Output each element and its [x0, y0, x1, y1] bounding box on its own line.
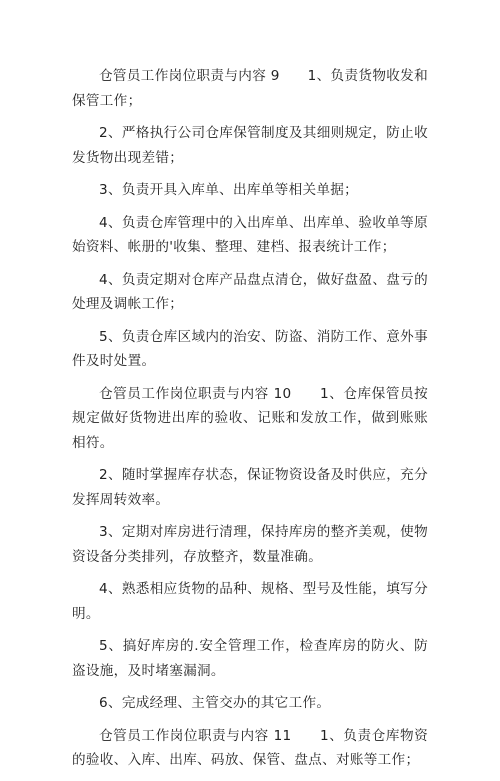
paragraph-12: 6、完成经理、主管交办的其它工作。 [99, 695, 331, 711]
paragraph-7: 仓管员工作岗位职责与内容 10 1、仓库保管员按规定做好货物进出库的验收、记账和发放工作，做到账账相符。 [72, 385, 428, 451]
paragraph-11: 5、搞好库房的.安全管理工作，检查库房的防火、防盗设施，及时堵塞漏洞。 [72, 638, 428, 679]
paragraph-2: 2、严格执行公司仓库保管制度及其细则规定，防止收发货物出现差错； [72, 125, 428, 166]
paragraph-3: 3、负责开具入库单、出库单等相关单据； [99, 182, 359, 198]
paragraph-9: 3、定期对库房进行清理，保持库房的整齐美观，使物资设备分类排列，存放整齐，数量准确。 [72, 524, 428, 565]
paragraph-4: 4、负责仓库管理中的入出库单、出库单、验收单等原始资料、帐册的'收集、整理、建档、报表统计工作； [72, 214, 428, 255]
paragraph-5: 4、负责定期对仓库产品盘点清仓，做好盘盈、盘亏的处理及调帐工作； [72, 271, 428, 312]
paragraph-6: 5、负责仓库区域内的治安、防盗、消防工作、意外事件及时处置。 [72, 328, 428, 369]
paragraph-13: 仓管员工作岗位职责与内容 11 1、负责仓库物资的验收、入库、出库、码放、保管、盘点、对账等工作； [72, 727, 428, 768]
paragraph-8: 2、随时掌握库存状态，保证物资设备及时供应，充分发挥周转效率。 [72, 467, 428, 508]
paragraph-10: 4、熟悉相应货物的品种、规格、型号及性能，填写分明。 [72, 581, 428, 622]
document-body [72, 64, 428, 781]
paragraph-1: 仓管员工作岗位职责与内容 9 1、负责货物收发和保管工作； [72, 68, 428, 109]
